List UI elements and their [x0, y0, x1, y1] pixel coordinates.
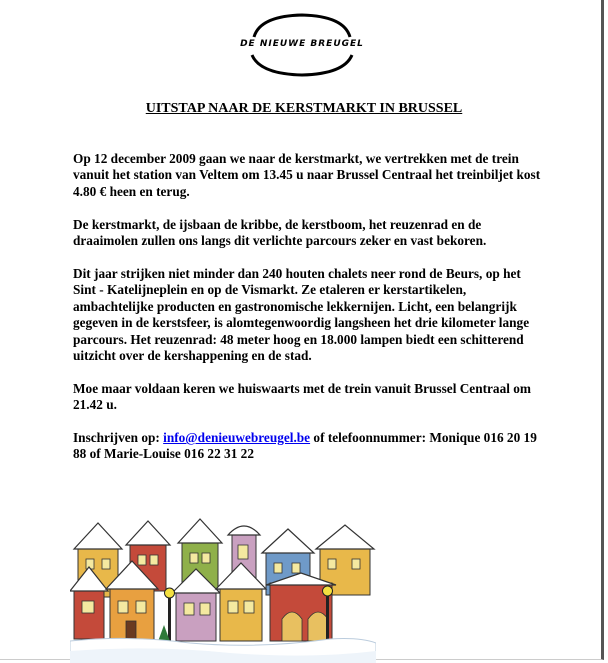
registration-phones: of telefoonnummer: Monique 016 20 19 88 of Marie-Louise 016 22 31 22	[73, 430, 537, 462]
house-front-5	[266, 573, 336, 641]
email-link[interactable]: info@denieuwebreugel.be	[163, 430, 311, 445]
paragraph-registration	[73, 430, 543, 463]
paragraph-return: Moe maar voldaan keren we huiswaarts met de trein vanuit Brussel Centraal om 21.42 u.	[73, 381, 531, 413]
logo-text: DE NIEUWE BREUGEL	[240, 39, 364, 49]
paragraph-market: De kerstmarkt, de ijsbaan de kribbe, de kerstboom, het reuzenrad en de draaimolen zullen ons langs dit verlichte parcours zeker en vast bekoren.	[73, 217, 487, 249]
logo	[232, 10, 372, 80]
paragraph-departure: Op 12 december 2009 gaan we naar de kerstmarkt, we vertrekken met de trein vanuit het station van Veltem om 13.45 u naar Brussel Centraal het treinbiljet kost 4.80 € heen en terug.	[73, 151, 541, 199]
registration-label: Inschrijven op:	[73, 430, 164, 445]
paragraph-chalets: Dit jaar strijken niet minder dan 240 houten chalets neer rond de Beurs, op het Sint - Katelijneplein en op de Vismarkt. Ze etaleren er kerstartikelen, ambachtelijke producten en gastronomische lekkernijen. Licht, een belangrijk gegeven in de kerstsfeer, is alomtegenwoordig langsheen het drie kilometer lange parcours. Het reuzenrad: 48 meter hoog en 18.000 lampen biedt een schitterend uitzicht over de kershappening en de stad.	[73, 266, 530, 364]
page-title: UITSTAP NAAR DE KERSTMARKT IN BRUSSEL	[145, 101, 463, 116]
christmas-village-illustration	[70, 517, 376, 663]
